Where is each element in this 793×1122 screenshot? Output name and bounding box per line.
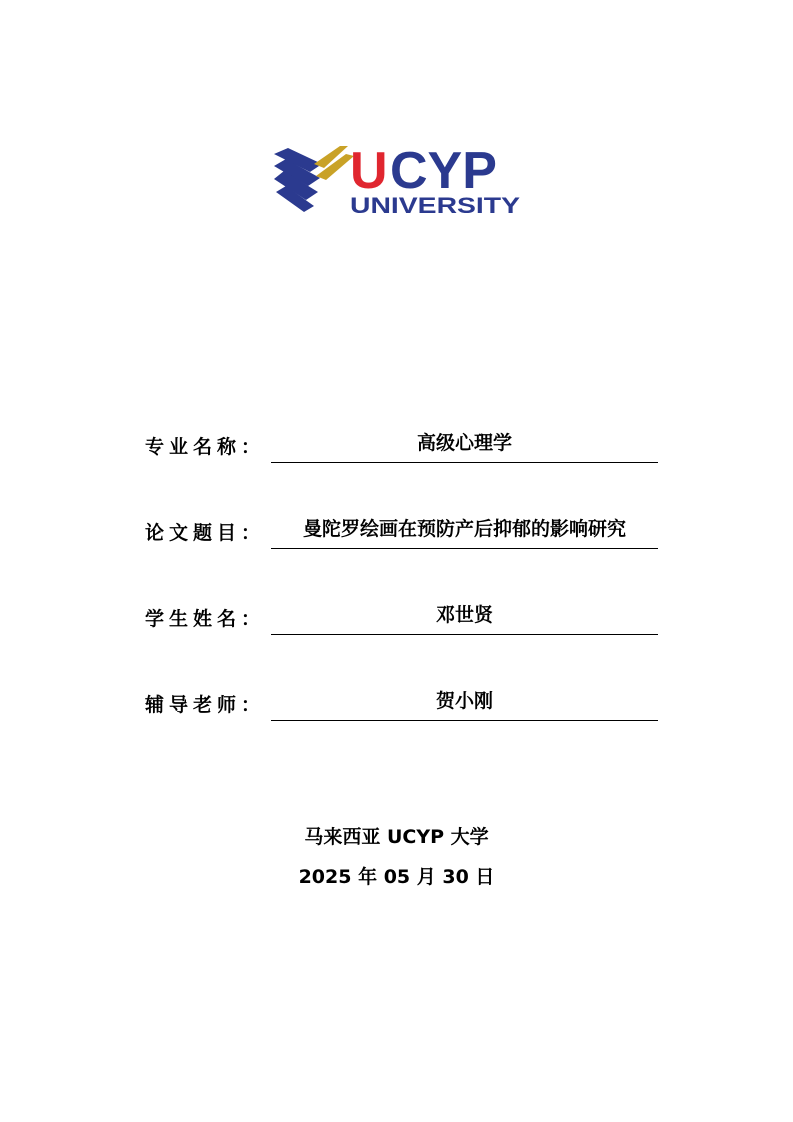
field-thesis-title-label: 论文题目： xyxy=(145,522,266,544)
field-major-label: 专业名称： xyxy=(145,436,266,458)
logo-name-rest: CYP xyxy=(390,142,497,200)
field-advisor xyxy=(145,686,658,726)
institution-name: 马来西亚 UCYP 大学 xyxy=(304,826,489,848)
field-thesis-title-value: 曼陀罗绘画在预防产后抑郁的影响研究 xyxy=(271,514,658,549)
field-major-value: 高级心理学 xyxy=(271,428,658,463)
field-student-name xyxy=(145,600,658,640)
logo-wing-icon xyxy=(274,146,354,212)
logo-name-u: U xyxy=(350,142,388,200)
field-thesis-title xyxy=(145,514,658,554)
submission-date: 2025 年 05 月 30 日 xyxy=(298,866,495,888)
field-advisor-value: 贺小刚 xyxy=(271,686,658,721)
logo-subtitle: UNIVERSITY xyxy=(350,193,521,218)
field-major xyxy=(145,428,658,468)
field-student-name-value: 邓世贤 xyxy=(271,600,658,635)
university-logo xyxy=(274,142,522,218)
field-student-name-label: 学生姓名： xyxy=(145,608,266,630)
field-advisor-label: 辅导老师： xyxy=(145,694,266,716)
